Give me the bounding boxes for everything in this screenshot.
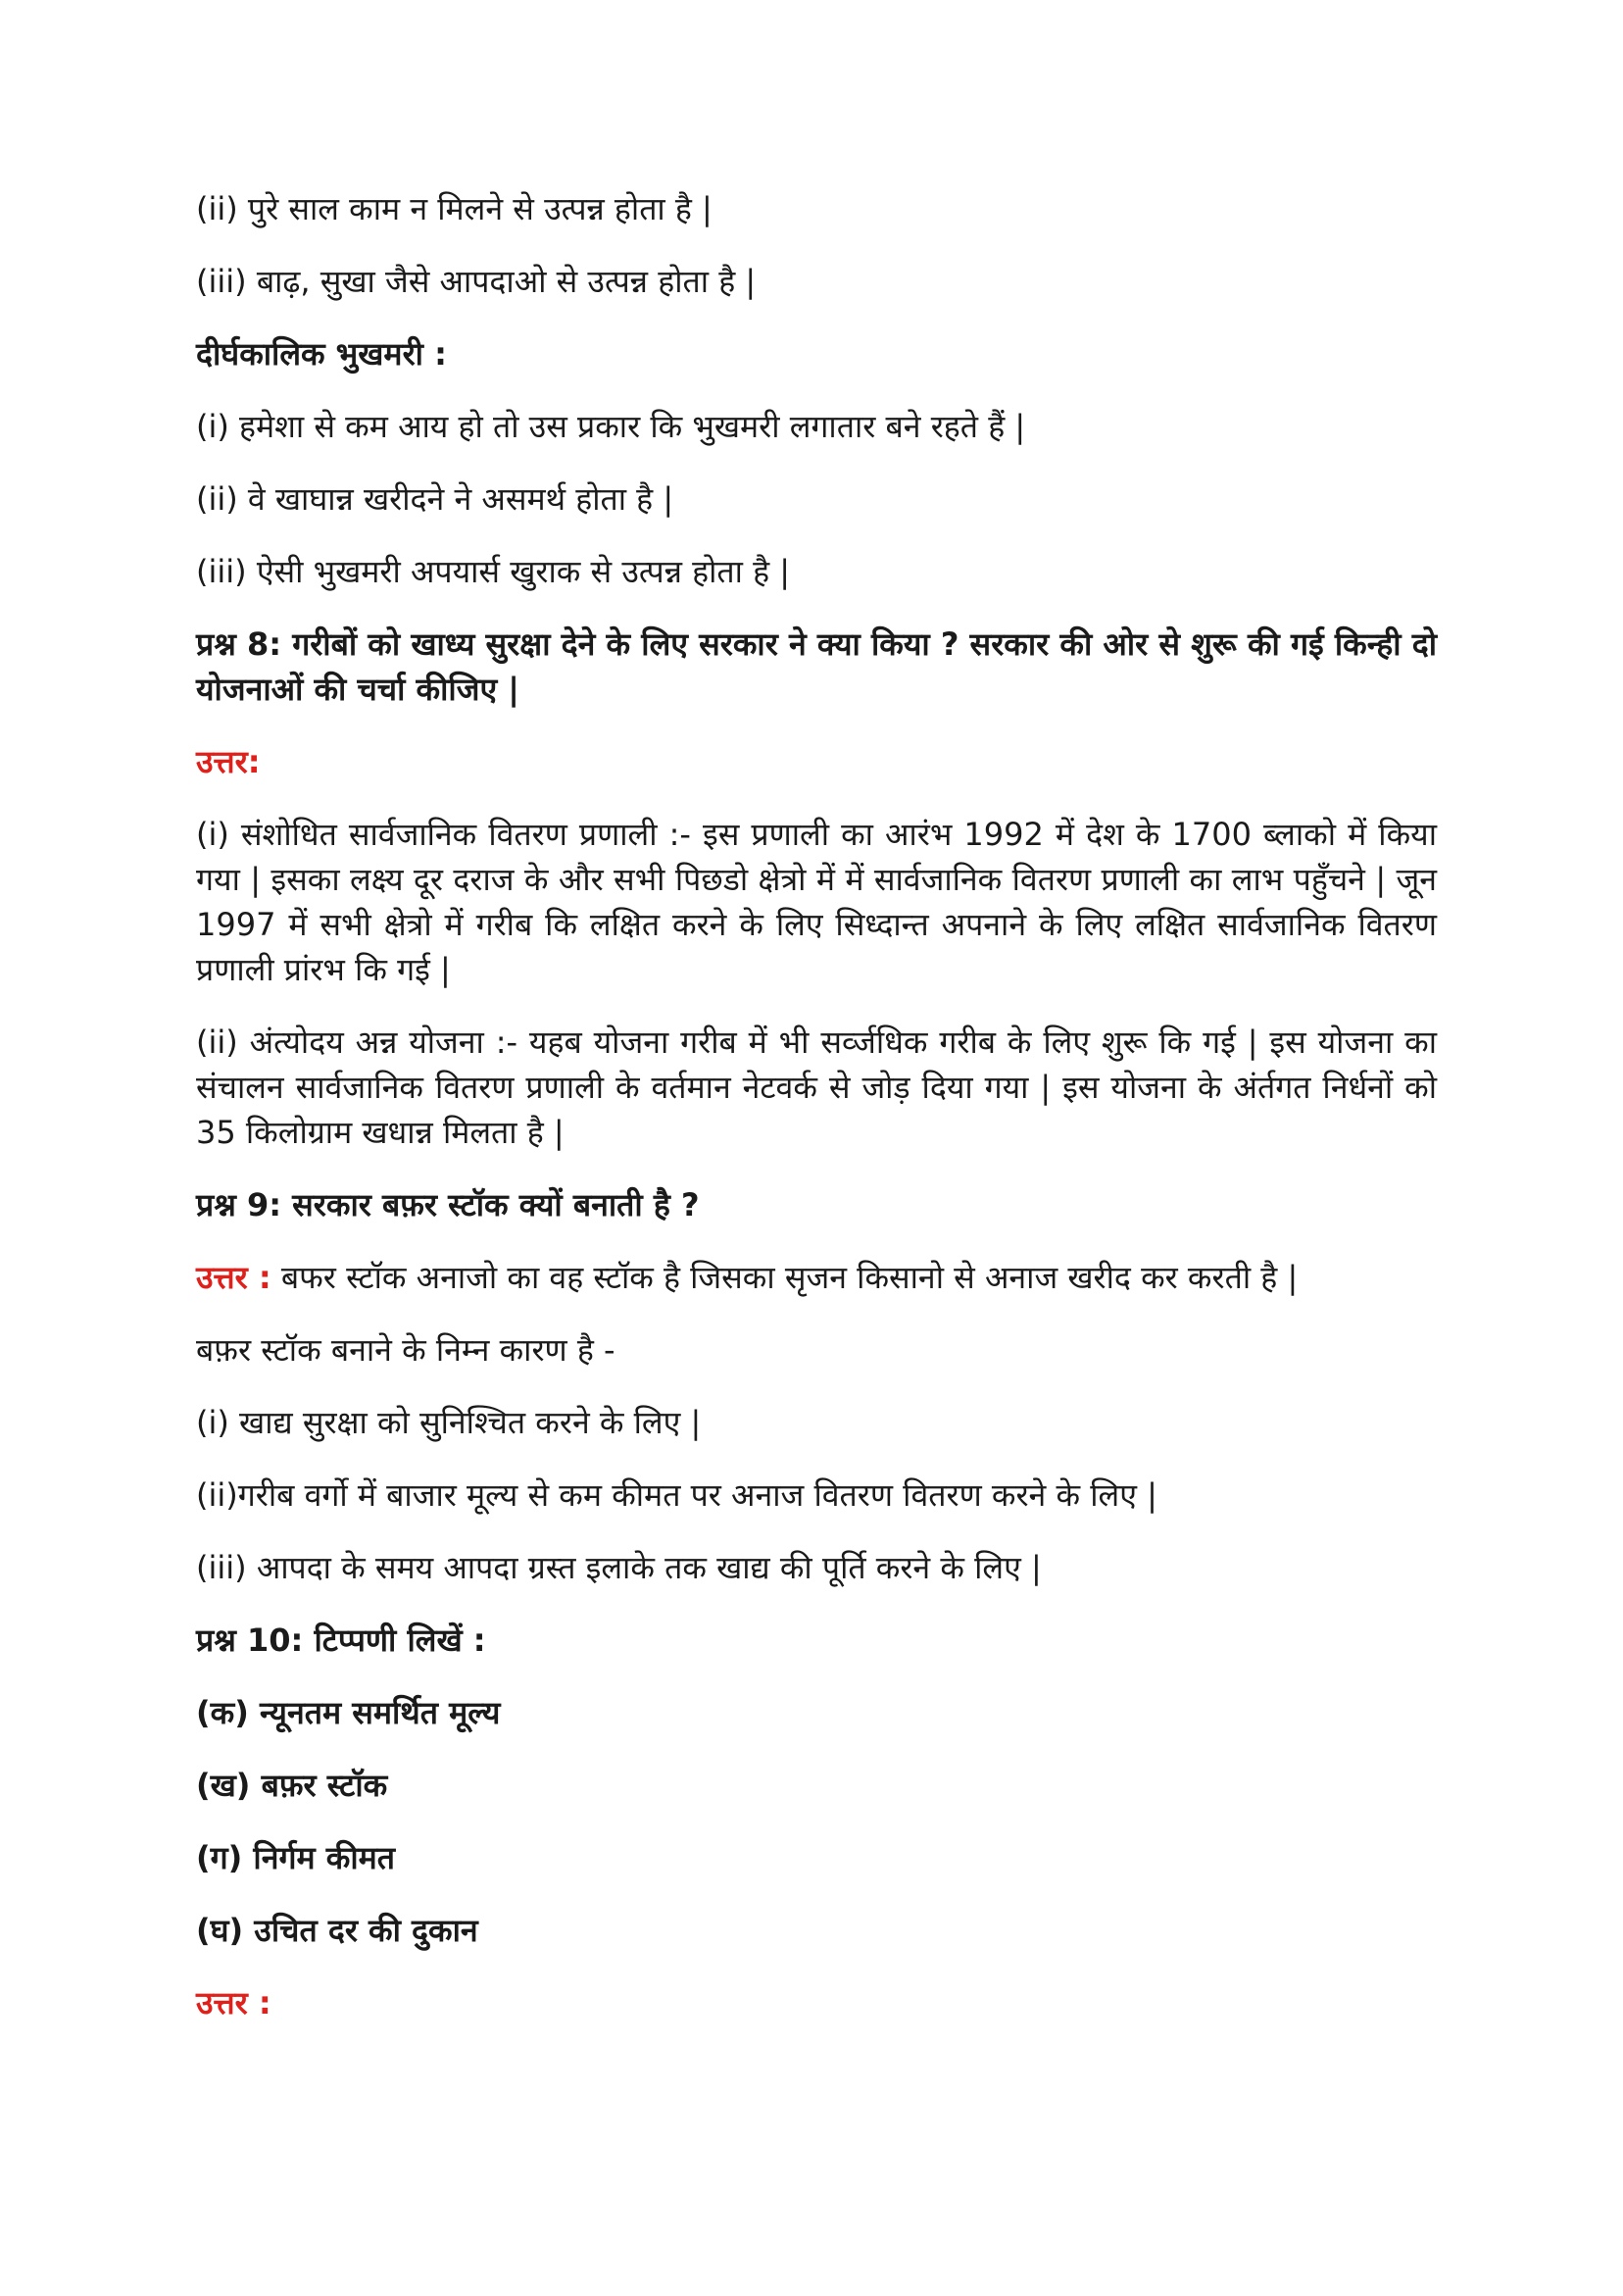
- reasons-intro: बफ़र स्टॉक बनाने के निम्न कारण है -: [196, 1331, 615, 1369]
- answer-paragraph: (ii) अंत्योदय अन्न योजना :- यहब योजना गरीब में भी सर्व्जधिक गरीब के लिए शुरू कि गई | इस योजना का संचालन सार्वजानिक वितरण प्रणाली के वर्तमान नेटवर्क से जोड़ दिया गया | इस योजना के अंर्तगत निर्धनों को 35 किलोग्राम खधान्न मिलता है |: [196, 1023, 1437, 1151]
- note-item: (ख) बफ़र स्टॉक: [196, 1767, 388, 1804]
- question-10: प्रश्न 10: टिप्पणी लिखें :: [196, 1622, 486, 1659]
- answer-label: उत्तर :: [196, 1984, 271, 2021]
- note-item: (घ) उचित दर की दुकान: [196, 1912, 478, 1949]
- question-8: प्रश्न 8: गरीबों को खाध्य सुरक्षा देने के लिए सरकार ने क्या किया ? सरकार की ओर से शुरू की गई किन्ही दो योजनाओं की चर्चा कीजिए |: [196, 625, 1437, 708]
- answer-label: उत्तर :: [196, 1259, 271, 1296]
- document-page: [196, 186, 1437, 2053]
- text-line: (iii) बाढ़, सुखा जैसे आपदाओ से उत्पन्न होता है |: [196, 263, 757, 300]
- question-9: प्रश्न 9: सरकार बफ़र स्टॉक क्यों बनाती है ?: [196, 1186, 700, 1223]
- answer-text: बफर स्टॉक अनाजो का वह स्टॉक है जिसका सृजन किसानो से अनाज खरीद कर करती है |: [270, 1259, 1299, 1296]
- list-item: (ii)गरीब वर्गो में बाजार मूल्य से कम कीमत पर अनाज वितरण वितरण करने के लिए |: [196, 1476, 1157, 1514]
- list-item: (ii) वे खाघान्न खरीदने ने असमर्थ होता है |: [196, 480, 674, 518]
- answer-paragraph: [196, 1255, 1437, 1300]
- list-item: (i) खाद्य सुरक्षा को सुनिश्चित करने के लिए |: [196, 1404, 702, 1441]
- note-item: (ग) निर्गम कीमत: [196, 1839, 395, 1876]
- answer-paragraph: (i) संशोधित सार्वजानिक वितरण प्रणाली :- इस प्रणाली का आरंभ 1992 में देश के 1700 ब्लाको में किया गया | इसका लक्ष्य दूर दराज के और सभी पिछडो क्षेत्रो में में सार्वजानिक वितरण प्रणाली का लाभ पहुँचने | जून 1997 में सभी क्षेत्रो में गरीब कि लक्षित करने के लिए सिध्दान्त अपनाने के लिए लक्षित सार्वजानिक वितरण प्रणाली प्रांरभ कि गई |: [196, 816, 1437, 988]
- list-item: (i) हमेशा से कम आय हो तो उस प्रकार कि भुखमरी लगातार बने रहते हैं |: [196, 408, 1026, 445]
- answer-label: उत्तर:: [196, 743, 261, 780]
- list-item: (iii) आपदा के समय आपदा ग्रस्त इलाके तक खाद्य की पूर्ति करने के लिए |: [196, 1549, 1042, 1586]
- text-line: (ii) पुरे साल काम न मिलने से उत्पन्न होता है |: [196, 190, 713, 227]
- list-item: (iii) ऐसी भुखमरी अपयार्स खुराक से उत्पन्न होता है |: [196, 553, 791, 590]
- note-item: (क) न्यूनतम समर्थित मूल्य: [196, 1694, 501, 1731]
- section-heading-chronic-hunger: दीर्घकालिक भुखमरी :: [196, 335, 447, 373]
